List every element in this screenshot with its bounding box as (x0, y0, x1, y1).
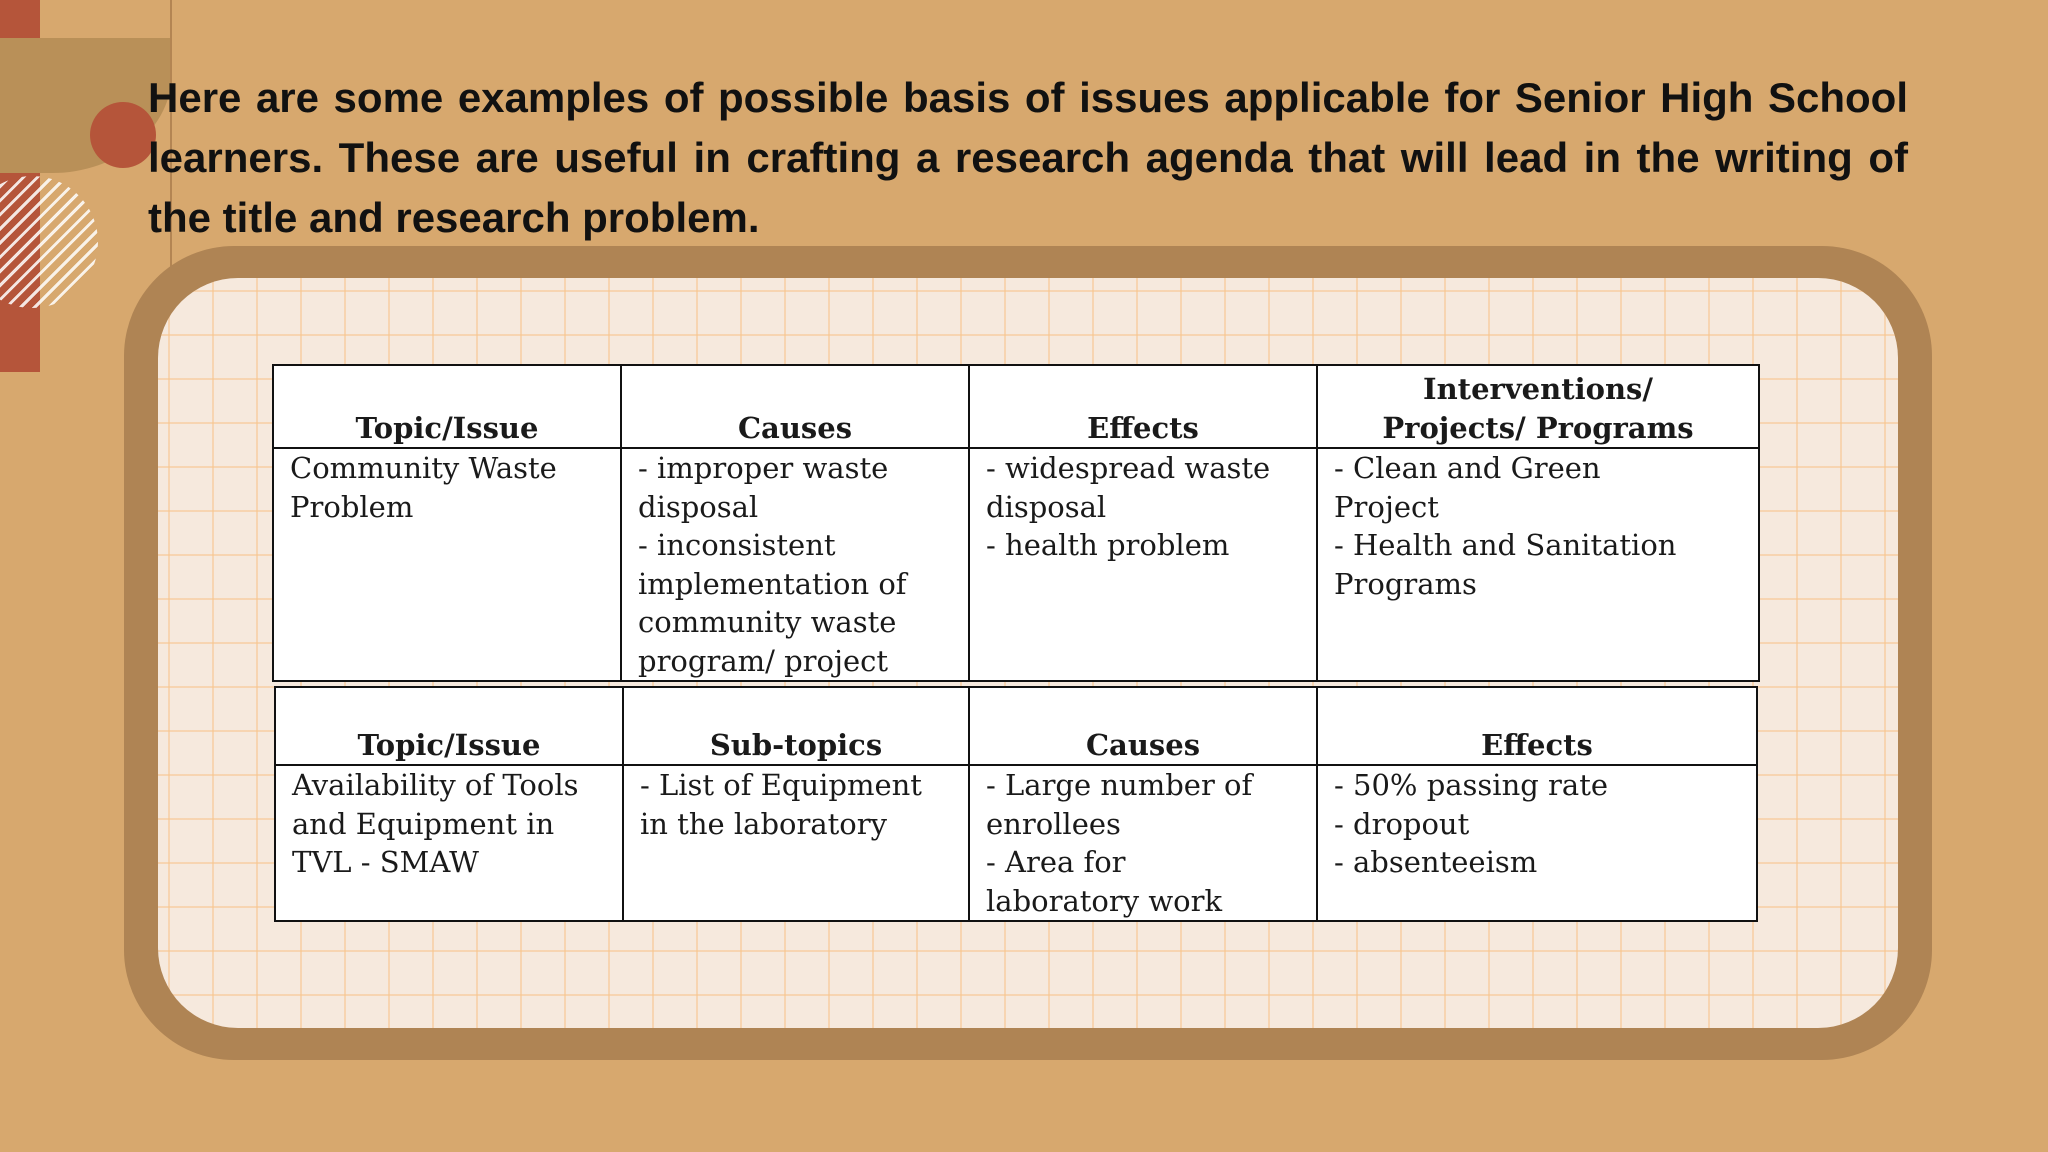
cell-line: - List of Equipment (640, 768, 922, 802)
cell-causes (969, 765, 1317, 921)
cell-line: Availability of Tools (292, 768, 579, 802)
header-subtopics: Sub-topics (623, 687, 969, 765)
cell-line: Project (1334, 489, 1439, 524)
header-interventions-line: Interventions/ (1423, 372, 1653, 406)
table-row (275, 765, 1757, 921)
decorative-striped-circle (0, 176, 98, 308)
cell-line: - Clean and Green (1334, 451, 1601, 485)
cell-line: enrollees (986, 806, 1121, 841)
header-causes: Causes (969, 687, 1317, 765)
cell-line: TVL - SMAW (292, 845, 479, 879)
cell-line: - 50% passing rate (1334, 768, 1609, 802)
header-effects: Effects (969, 365, 1317, 448)
cell-topic: Community Waste Problem (273, 448, 621, 681)
header-interventions (1317, 365, 1759, 448)
table-header-row (273, 365, 1759, 448)
cell-line: community waste (638, 605, 897, 639)
cell-line: - improper waste (638, 451, 889, 485)
header-interventions-line: Projects/ Programs (1382, 410, 1694, 445)
cell-line: - Large number of (986, 768, 1253, 802)
cell-line: - dropout (1334, 806, 1470, 841)
cell-line: - Area for (986, 845, 1126, 879)
header-effects: Effects (1317, 687, 1757, 765)
table-header-row (275, 687, 1757, 765)
decorative-red-circle (90, 102, 156, 168)
cell-line: Programs (1334, 566, 1477, 601)
header-causes: Causes (621, 365, 969, 448)
cell-line: - Health and Sanitation (1334, 528, 1677, 562)
issues-table-waste (272, 364, 1760, 682)
table-row (273, 448, 1759, 681)
intro-paragraph: Here are some examples of possible basis of issues applicable for Senior High School learners. These are useful in crafting a research agenda that will lead in the writing of the title and research problem. (148, 74, 1908, 241)
cell-line: and Equipment in (292, 806, 555, 841)
cell-interventions (1317, 448, 1759, 681)
cell-line: disposal (638, 489, 759, 524)
cell-line: - absenteeism (1334, 845, 1538, 879)
cell-effects (969, 448, 1317, 681)
cell-line: implementation of (638, 566, 907, 601)
cell-line: in the laboratory (640, 806, 887, 841)
issues-table-tools (274, 686, 1758, 922)
cell-line: laboratory work (986, 883, 1223, 918)
cell-line: program/ project (638, 643, 889, 678)
cell-line: - widespread waste (986, 451, 1271, 485)
header-topic-issue: Topic/Issue (275, 687, 623, 765)
cell-topic (275, 765, 623, 921)
cell-line: - health problem (986, 528, 1230, 562)
cell-line: - inconsistent (638, 528, 836, 562)
cell-line: disposal (986, 489, 1107, 524)
cell-effects (1317, 765, 1757, 921)
cell-subtopics (623, 765, 969, 921)
header-topic-issue: Topic/Issue (273, 365, 621, 448)
cell-causes (621, 448, 969, 681)
